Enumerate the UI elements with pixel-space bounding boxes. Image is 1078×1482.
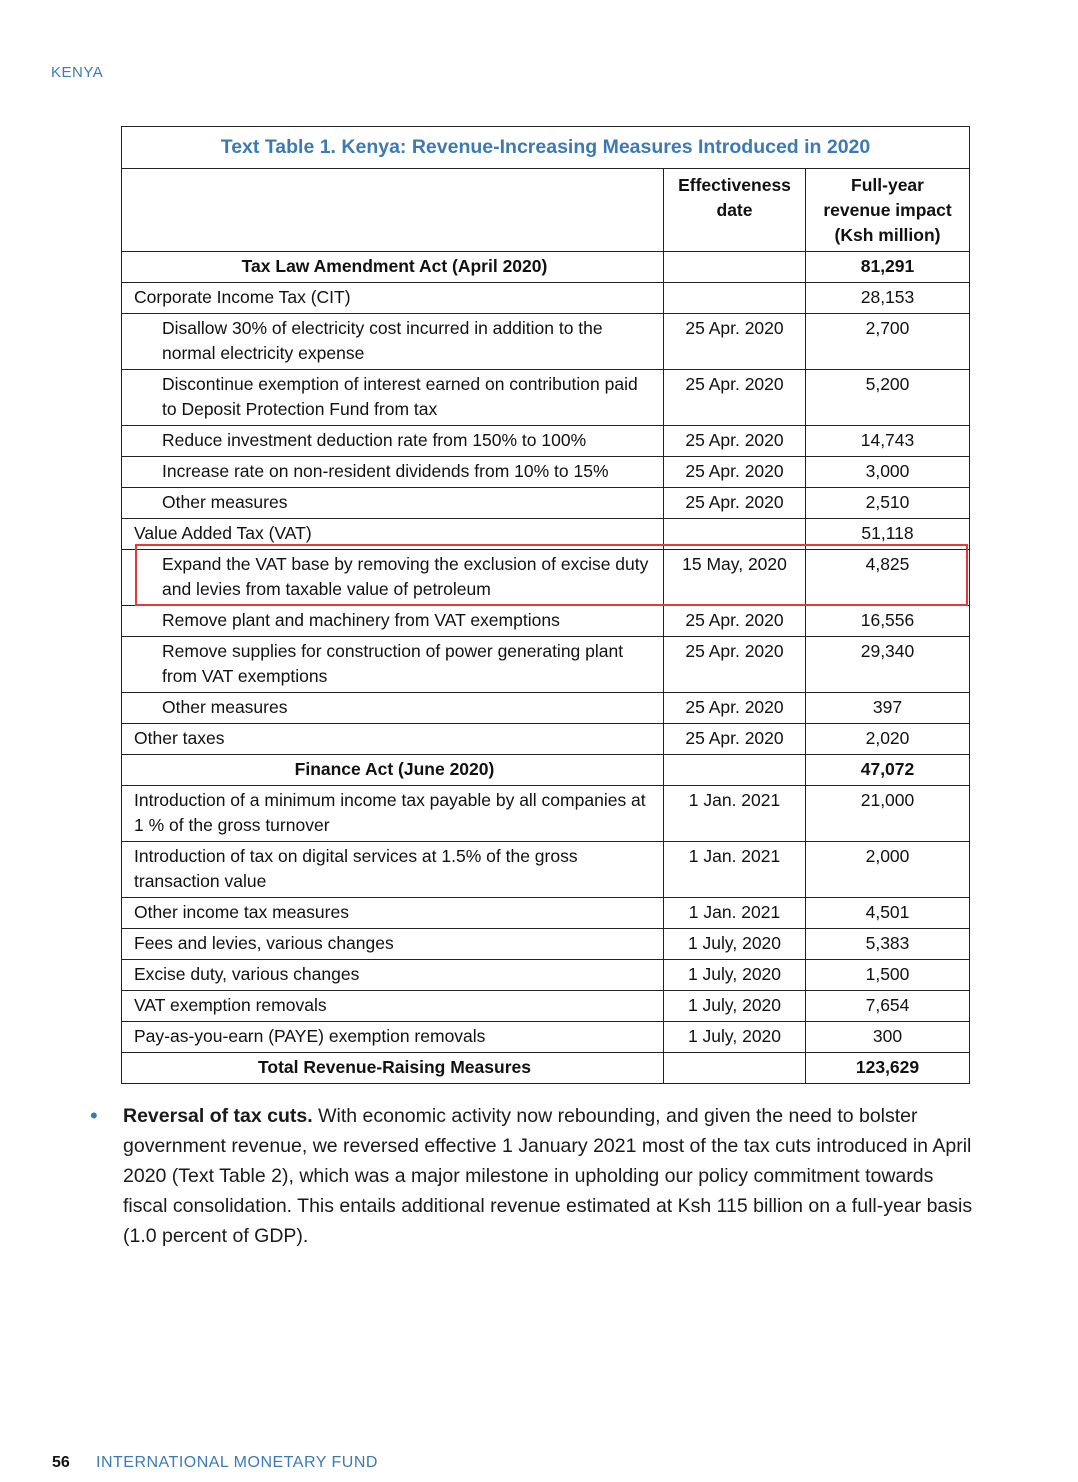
- row-effectiveness-date: 25 Apr. 2020: [664, 724, 806, 755]
- bullet-paragraph: [123, 1101, 973, 1251]
- row-description: Discontinue exemption of interest earned on contribution paid to Deposit Protection Fund from tax: [122, 370, 664, 426]
- row-description: Finance Act (June 2020): [122, 755, 664, 786]
- table-row: [122, 426, 970, 457]
- table-row: [122, 724, 970, 755]
- row-revenue-impact: 16,556: [806, 606, 970, 637]
- row-description: Other taxes: [122, 724, 664, 755]
- row-description: Fees and levies, various changes: [122, 929, 664, 960]
- row-effectiveness-date: 15 May, 2020: [664, 550, 806, 606]
- table-caption-row: [122, 127, 970, 169]
- paragraph-body: With economic activity now rebounding, and given the need to bolster government revenue, we reversed effective 1 January 2021 most of the tax cuts introduced in April 2020 (Text Table 2), which was a major milestone in upholding our policy commitment towards fiscal consolidation. This entails additional revenue estimated at Ksh 115 billion on a full-year basis (1.0 percent of GDP).: [123, 1105, 973, 1247]
- row-description: Other measures: [122, 488, 664, 519]
- table-row: [122, 786, 970, 842]
- paragraph-lead: Reversal of tax cuts.: [123, 1105, 313, 1127]
- row-description: Other measures: [122, 693, 664, 724]
- row-revenue-impact: 4,501: [806, 898, 970, 929]
- row-revenue-impact: 81,291: [806, 252, 970, 283]
- row-effectiveness-date: 25 Apr. 2020: [664, 488, 806, 519]
- row-effectiveness-date: 1 Jan. 2021: [664, 842, 806, 898]
- table-row: [122, 283, 970, 314]
- row-description: Value Added Tax (VAT): [122, 519, 664, 550]
- row-effectiveness-date: 1 July, 2020: [664, 1022, 806, 1053]
- row-effectiveness-date: [664, 283, 806, 314]
- table-row: [122, 929, 970, 960]
- row-description: Reduce investment deduction rate from 150% to 100%: [122, 426, 664, 457]
- row-description: Expand the VAT base by removing the exclusion of excise duty and levies from taxable value of petroleum: [122, 550, 664, 606]
- row-revenue-impact: 1,500: [806, 960, 970, 991]
- row-description: Corporate Income Tax (CIT): [122, 283, 664, 314]
- row-description: Total Revenue-Raising Measures: [122, 1053, 664, 1084]
- footer-organization: INTERNATIONAL MONETARY FUND: [96, 1454, 378, 1471]
- row-revenue-impact: 5,200: [806, 370, 970, 426]
- header-impact-line2: revenue impact: [823, 200, 952, 220]
- row-revenue-impact: 123,629: [806, 1053, 970, 1084]
- row-revenue-impact: 2,700: [806, 314, 970, 370]
- table-row: [122, 519, 970, 550]
- row-revenue-impact: 47,072: [806, 755, 970, 786]
- table-row: [122, 252, 970, 283]
- row-effectiveness-date: 1 July, 2020: [664, 960, 806, 991]
- row-revenue-impact: 21,000: [806, 786, 970, 842]
- row-effectiveness-date: 1 July, 2020: [664, 929, 806, 960]
- row-description: Pay-as-you-earn (PAYE) exemption removals: [122, 1022, 664, 1053]
- row-effectiveness-date: 25 Apr. 2020: [664, 637, 806, 693]
- row-description: Introduction of tax on digital services at 1.5% of the gross transaction value: [122, 842, 664, 898]
- table-row: [122, 550, 970, 606]
- bullet-icon: •: [90, 1103, 98, 1128]
- row-effectiveness-date: 25 Apr. 2020: [664, 370, 806, 426]
- table-row: [122, 314, 970, 370]
- table-body: [122, 252, 970, 1084]
- table-row: [122, 488, 970, 519]
- row-description: Disallow 30% of electricity cost incurred in addition to the normal electricity expense: [122, 314, 664, 370]
- table-row: [122, 637, 970, 693]
- table-header-row: [122, 169, 970, 252]
- page-number: 56: [52, 1454, 70, 1471]
- row-revenue-impact: 4,825: [806, 550, 970, 606]
- table-row: [122, 606, 970, 637]
- table-row: [122, 693, 970, 724]
- table-row: [122, 457, 970, 488]
- row-effectiveness-date: 1 Jan. 2021: [664, 898, 806, 929]
- table-caption: Text Table 1. Kenya: Revenue-Increasing Measures Introduced in 2020: [122, 127, 970, 169]
- header-impact-line1: Full-year: [851, 175, 924, 195]
- header-date-line1: Effectiveness: [678, 175, 791, 195]
- row-effectiveness-date: [664, 1053, 806, 1084]
- row-revenue-impact: 2,510: [806, 488, 970, 519]
- row-description: Remove plant and machinery from VAT exemptions: [122, 606, 664, 637]
- row-revenue-impact: 397: [806, 693, 970, 724]
- table-row: [122, 1022, 970, 1053]
- header-impact-line3: (Ksh million): [834, 225, 941, 245]
- row-effectiveness-date: 25 Apr. 2020: [664, 457, 806, 488]
- header-revenue-impact: [806, 169, 970, 252]
- table-row: [122, 370, 970, 426]
- row-effectiveness-date: [664, 519, 806, 550]
- table-row: [122, 898, 970, 929]
- row-effectiveness-date: 1 Jan. 2021: [664, 786, 806, 842]
- row-effectiveness-date: 25 Apr. 2020: [664, 606, 806, 637]
- row-description: Excise duty, various changes: [122, 960, 664, 991]
- header-effectiveness-date: [664, 169, 806, 252]
- row-effectiveness-date: 1 July, 2020: [664, 991, 806, 1022]
- running-head: KENYA: [51, 64, 104, 81]
- row-revenue-impact: 2,020: [806, 724, 970, 755]
- table-row: [122, 755, 970, 786]
- row-description: Increase rate on non-resident dividends from 10% to 15%: [122, 457, 664, 488]
- row-revenue-impact: 28,153: [806, 283, 970, 314]
- row-description: Tax Law Amendment Act (April 2020): [122, 252, 664, 283]
- row-description: Other income tax measures: [122, 898, 664, 929]
- row-effectiveness-date: 25 Apr. 2020: [664, 426, 806, 457]
- row-description: VAT exemption removals: [122, 991, 664, 1022]
- row-effectiveness-date: [664, 252, 806, 283]
- row-effectiveness-date: 25 Apr. 2020: [664, 693, 806, 724]
- row-revenue-impact: 7,654: [806, 991, 970, 1022]
- row-revenue-impact: 51,118: [806, 519, 970, 550]
- row-revenue-impact: 3,000: [806, 457, 970, 488]
- table-row: [122, 842, 970, 898]
- row-description: Remove supplies for construction of power generating plant from VAT exemptions: [122, 637, 664, 693]
- row-revenue-impact: 5,383: [806, 929, 970, 960]
- row-description: Introduction of a minimum income tax payable by all companies at 1 % of the gross turnover: [122, 786, 664, 842]
- revenue-measures-table: [121, 126, 970, 1084]
- revenue-measures-table-container: [121, 126, 969, 1084]
- row-effectiveness-date: 25 Apr. 2020: [664, 314, 806, 370]
- header-date-line2: date: [716, 200, 753, 220]
- row-revenue-impact: 14,743: [806, 426, 970, 457]
- header-description: [122, 169, 664, 252]
- table-row: [122, 1053, 970, 1084]
- table-row: [122, 960, 970, 991]
- row-revenue-impact: 300: [806, 1022, 970, 1053]
- row-revenue-impact: 29,340: [806, 637, 970, 693]
- table-row: [122, 991, 970, 1022]
- row-effectiveness-date: [664, 755, 806, 786]
- row-revenue-impact: 2,000: [806, 842, 970, 898]
